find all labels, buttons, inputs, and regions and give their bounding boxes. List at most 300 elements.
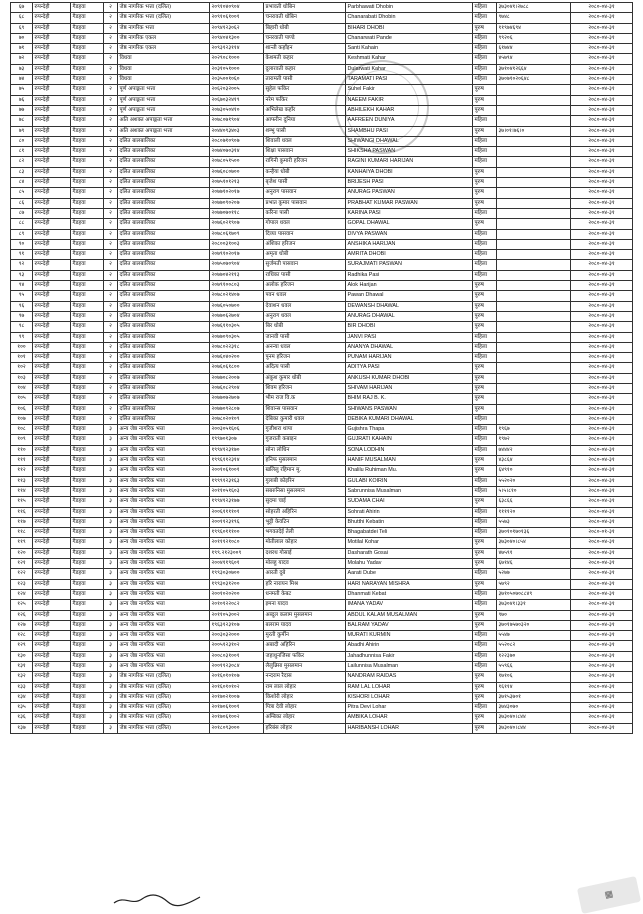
- beneficiary-id-cell: २०७६०४०२००: [210, 353, 264, 363]
- district-cell: रुपन्देही: [33, 486, 71, 496]
- beneficiary-id-cell: १९९३०३१२००: [210, 579, 264, 589]
- citizenship-number-cell: [497, 198, 571, 208]
- ward-cell: ३: [104, 610, 118, 620]
- municipality-cell: गैडहवा: [71, 188, 104, 198]
- date-cell: २०८०-०४-३१: [571, 610, 633, 620]
- municipality-cell: गैडहवा: [71, 631, 104, 641]
- serial-number-cell: ७७: [11, 105, 33, 115]
- citizenship-number-cell: ५७९२: [497, 579, 571, 589]
- table-row: [11, 610, 633, 620]
- serial-number-cell: ११३: [11, 476, 33, 486]
- gender-cell: पुरुष: [473, 281, 497, 291]
- date-cell: २०८०-०४-३१: [571, 589, 633, 599]
- beneficiary-id-cell: २०७६०८२९०४: [210, 383, 264, 393]
- ward-cell: २: [104, 260, 118, 270]
- ward-cell: ३: [104, 435, 118, 445]
- name-nepali-cell: केशमती कहार: [264, 54, 346, 64]
- ward-cell: ३: [104, 486, 118, 496]
- citizenship-number-cell: [497, 311, 571, 321]
- name-nepali-cell: आरती दुबे: [264, 569, 346, 579]
- citizenship-number-cell: ९९२०६: [497, 33, 571, 43]
- name-english-cell: SHIKSHA PASWAN: [346, 147, 473, 157]
- serial-number-cell: ८३: [11, 167, 33, 177]
- allowance-type-cell: अन्य जेष्ठ नागरिक भत्ता: [118, 589, 210, 599]
- municipality-cell: गैडहवा: [71, 157, 104, 167]
- gender-cell: पुरुष: [473, 383, 497, 393]
- district-cell: रुपन्देही: [33, 548, 71, 558]
- ward-cell: २: [104, 13, 118, 23]
- date-cell: २०८०-०४-३१: [571, 126, 633, 136]
- name-english-cell: Parbhawati Dhobin: [346, 3, 473, 13]
- allowance-type-cell: अन्य जेष्ठ नागरिक भत्ता: [118, 456, 210, 466]
- district-cell: रुपन्देही: [33, 33, 71, 43]
- citizenship-number-cell: १७१०६: [497, 672, 571, 682]
- name-english-cell: HANIF MUSALMAN: [346, 456, 473, 466]
- name-nepali-cell: अमृता धोबी: [264, 250, 346, 260]
- gender-cell: महिला: [473, 157, 497, 167]
- table-row: [11, 260, 633, 270]
- date-cell: २०८०-०४-३१: [571, 198, 633, 208]
- allowance-type-cell: दलित बालबालिका: [118, 250, 210, 260]
- name-nepali-cell: दिव्या पासवान: [264, 229, 346, 239]
- gender-cell: महिला: [473, 116, 497, 126]
- district-cell: रुपन्देही: [33, 435, 71, 445]
- allowance-type-cell: अन्य जेष्ठ नागरिक भत्ता: [118, 425, 210, 435]
- district-cell: रुपन्देही: [33, 301, 71, 311]
- serial-number-cell: ९२: [11, 260, 33, 270]
- table-row: [11, 404, 633, 414]
- serial-number-cell: ९८: [11, 322, 33, 332]
- ward-cell: २: [104, 188, 118, 198]
- table-row: [11, 3, 633, 13]
- date-cell: २०८०-०४-३१: [571, 538, 633, 548]
- table-row: [11, 13, 633, 23]
- serial-number-cell: ९६: [11, 301, 33, 311]
- table-row: [11, 281, 633, 291]
- ward-cell: २: [104, 178, 118, 188]
- name-english-cell: Chanarabati Dhobin: [346, 13, 473, 23]
- name-english-cell: PUNAM HARIJAN: [346, 353, 473, 363]
- allowance-type-cell: दलित बालबालिका: [118, 281, 210, 291]
- table-row: [11, 208, 633, 218]
- date-cell: २०८०-०४-३१: [571, 239, 633, 249]
- name-nepali-cell: राम लाल लोहार: [264, 682, 346, 692]
- serial-number-cell: १२८: [11, 631, 33, 641]
- name-nepali-cell: बिहारी धोबी: [264, 23, 346, 33]
- ward-cell: ३: [104, 682, 118, 692]
- name-english-cell: Radhika Pasi: [346, 270, 473, 280]
- gender-cell: पुरुष: [473, 219, 497, 229]
- beneficiary-id-cell: २०७८०२१४०७: [210, 291, 264, 301]
- name-nepali-cell: शान्ती कहाँइन: [264, 44, 346, 54]
- ward-cell: ३: [104, 548, 118, 558]
- allowance-type-cell: दलित बालबालिका: [118, 311, 210, 321]
- district-cell: रुपन्देही: [33, 353, 71, 363]
- citizenship-number-cell: १६११४: [497, 682, 571, 692]
- municipality-cell: गैडहवा: [71, 425, 104, 435]
- allowance-type-cell: अन्य जेष्ठ नागरिक भत्ता: [118, 528, 210, 538]
- name-nepali-cell: दशरथ गोसाई: [264, 548, 346, 558]
- name-nepali-cell: नन्दराम रैदास: [264, 672, 346, 682]
- gender-cell: महिला: [473, 13, 497, 23]
- date-cell: २०८०-०४-३१: [571, 250, 633, 260]
- beneficiary-id-cell: २०८००३१००३: [210, 239, 264, 249]
- gender-cell: पुरुष: [473, 548, 497, 558]
- serial-number-cell: ११७: [11, 517, 33, 527]
- serial-number-cell: ८२: [11, 157, 33, 167]
- allowance-type-cell: अन्य जेष्ठ नागरिक भत्ता: [118, 641, 210, 651]
- table-row: [11, 641, 633, 651]
- name-nepali-cell: बिर धोबी: [264, 322, 346, 332]
- district-cell: रुपन्देही: [33, 363, 71, 373]
- gender-cell: पुरुष: [473, 198, 497, 208]
- municipality-cell: गैडहवा: [71, 548, 104, 558]
- beneficiary-id-cell: २०१७०२१००७: [210, 692, 264, 702]
- citizenship-number-cell: ५५७३: [497, 517, 571, 527]
- serial-number-cell: ८८: [11, 219, 33, 229]
- district-cell: रुपन्देही: [33, 44, 71, 54]
- allowance-type-cell: पूर्ण अपाङ्गता भत्ता: [118, 85, 210, 95]
- date-cell: २०८०-०४-३१: [571, 281, 633, 291]
- allowance-type-cell: अन्य जेष्ठ नागरिक भत्ता: [118, 569, 210, 579]
- citizenship-number-cell: ११११२०: [497, 507, 571, 517]
- date-cell: २०८०-०४-३१: [571, 713, 633, 723]
- municipality-cell: गैडहवा: [71, 703, 104, 713]
- date-cell: २०८०-०४-३१: [571, 651, 633, 661]
- beneficiary-id-cell: २०७३०५०४१०: [210, 105, 264, 115]
- name-nepali-cell: अंशिका हरिजन: [264, 239, 346, 249]
- serial-number-cell: ६७: [11, 3, 33, 13]
- municipality-cell: गैडहवा: [71, 466, 104, 476]
- ward-cell: ३: [104, 456, 118, 466]
- date-cell: २०८०-०४-३१: [571, 600, 633, 610]
- citizenship-number-cell: ४३८६४: [497, 456, 571, 466]
- serial-number-cell: १२६: [11, 610, 33, 620]
- name-nepali-cell: बृजेश पासी: [264, 178, 346, 188]
- name-nepali-cell: पवन धवल: [264, 291, 346, 301]
- name-nepali-cell: शिवाली धवल: [264, 136, 346, 146]
- serial-number-cell: ८०: [11, 136, 33, 146]
- name-english-cell: MURATI KURMIN: [346, 631, 473, 641]
- date-cell: २०८०-०४-३१: [571, 64, 633, 74]
- allowance-type-cell: दलित बालबालिका: [118, 219, 210, 229]
- serial-number-cell: १२०: [11, 548, 33, 558]
- name-english-cell: SHAMBHU PASI: [346, 126, 473, 136]
- ward-cell: ३: [104, 651, 118, 661]
- table-row: [11, 250, 633, 260]
- municipality-cell: गैडहवा: [71, 116, 104, 126]
- district-cell: रुपन्देही: [33, 116, 71, 126]
- beneficiary-id-cell: २०७७०९०३०५: [210, 332, 264, 342]
- name-english-cell: Motilal Kohar: [346, 538, 473, 548]
- allowance-type-cell: दलित बालबालिका: [118, 394, 210, 404]
- date-cell: २०८०-०४-३१: [571, 332, 633, 342]
- citizenship-number-cell: [497, 414, 571, 424]
- beneficiary-id-cell: २०७६०८०७००: [210, 167, 264, 177]
- gender-cell: पुरुष: [473, 559, 497, 569]
- district-cell: रुपन्देही: [33, 631, 71, 641]
- date-cell: २०८०-०४-३१: [571, 219, 633, 229]
- ward-cell: ३: [104, 517, 118, 527]
- municipality-cell: गैडहवा: [71, 682, 104, 692]
- ward-cell: ३: [104, 713, 118, 723]
- municipality-cell: गैडहवा: [71, 600, 104, 610]
- beneficiary-id-cell: २०१६०१०१०७: [210, 672, 264, 682]
- municipality-cell: गैडहवा: [71, 147, 104, 157]
- date-cell: २०८०-०४-३१: [571, 620, 633, 630]
- district-cell: रुपन्देही: [33, 589, 71, 599]
- gender-cell: महिला: [473, 569, 497, 579]
- district-cell: रुपन्देही: [33, 404, 71, 414]
- ward-cell: २: [104, 54, 118, 64]
- table-row: [11, 363, 633, 373]
- serial-number-cell: १२३: [11, 579, 33, 589]
- ward-cell: ३: [104, 476, 118, 486]
- citizenship-number-cell: ५५२०२०: [497, 476, 571, 486]
- municipality-cell: गैडहवा: [71, 342, 104, 352]
- district-cell: रुपन्देही: [33, 23, 71, 33]
- serial-number-cell: १३३: [11, 682, 33, 692]
- serial-number-cell: १३०: [11, 651, 33, 661]
- gender-cell: महिला: [473, 425, 497, 435]
- table-row: [11, 54, 633, 64]
- gender-cell: महिला: [473, 445, 497, 455]
- ward-cell: २: [104, 136, 118, 146]
- name-nepali-cell: अम्बिका लोहार: [264, 713, 346, 723]
- beneficiary-id-cell: २०७७०९२८०७: [210, 404, 264, 414]
- beneficiary-id-cell: २०७८०५१५००: [210, 157, 264, 167]
- name-english-cell: Aarati Dube: [346, 569, 473, 579]
- beneficiary-id-cell: २०७६०२१९०७: [210, 219, 264, 229]
- name-nepali-cell: चनरवाती पाण्डे: [264, 33, 346, 43]
- district-cell: रुपन्देही: [33, 281, 71, 291]
- beneficiary-id-cell: २०७७०४२११३: [210, 270, 264, 280]
- allowance-type-cell: दलित बालबालिका: [118, 136, 210, 146]
- district-cell: रुपन्देही: [33, 126, 71, 136]
- district-cell: रुपन्देही: [33, 517, 71, 527]
- gender-cell: महिला: [473, 250, 497, 260]
- date-cell: २०८०-०४-३१: [571, 229, 633, 239]
- allowance-type-cell: अति अशक्त अपाङ्गता भत्ता: [118, 116, 210, 126]
- table-row: [11, 270, 633, 280]
- district-cell: रुपन्देही: [33, 157, 71, 167]
- citizenship-number-cell: [497, 178, 571, 188]
- gender-cell: महिला: [473, 517, 497, 527]
- allowance-type-cell: अन्य जेष्ठ नागरिक भत्ता: [118, 631, 210, 641]
- gender-cell: पुरुष: [473, 85, 497, 95]
- municipality-cell: गैडहवा: [71, 507, 104, 517]
- beneficiary-id-cell: २०७८०६१७०९: [210, 229, 264, 239]
- allowance-type-cell: दलित बालबालिका: [118, 363, 210, 373]
- gender-cell: पुरुष: [473, 579, 497, 589]
- date-cell: २०८०-०४-३१: [571, 136, 633, 146]
- citizenship-number-cell: ३७३०४१।३३१: [497, 600, 571, 610]
- citizenship-number-cell: [497, 157, 571, 167]
- table-row: [11, 322, 633, 332]
- citizenship-number-cell: ५५४७: [497, 631, 571, 641]
- name-nepali-cell: भुट्टी केवटिन: [264, 517, 346, 527]
- municipality-cell: गैडहवा: [71, 219, 104, 229]
- district-cell: रुपन्देही: [33, 54, 71, 64]
- allowance-type-cell: पूर्ण अपाङ्गता भत्ता: [118, 105, 210, 115]
- name-english-cell: SHIWANGI DHAWAL: [346, 136, 473, 146]
- citizenship-number-cell: ९७४८: [497, 13, 571, 23]
- municipality-cell: गैडहवा: [71, 486, 104, 496]
- serial-number-cell: १०९: [11, 435, 33, 445]
- municipality-cell: गैडहवा: [71, 651, 104, 661]
- serial-number-cell: ८६: [11, 198, 33, 208]
- serial-number-cell: ६९: [11, 23, 33, 33]
- gender-cell: पुरुष: [473, 404, 497, 414]
- name-nepali-cell: देबिका कुमारी धवल: [264, 414, 346, 424]
- municipality-cell: गैडहवा: [71, 33, 104, 43]
- citizenship-number-cell: [497, 260, 571, 270]
- beneficiary-id-cell: २००१०६१००१: [210, 466, 264, 476]
- district-cell: रुपन्देही: [33, 383, 71, 393]
- allowance-type-cell: विधवा: [118, 54, 210, 64]
- municipality-cell: गैडहवा: [71, 250, 104, 260]
- beneficiary-id-cell: १९९.२१२३००९: [210, 548, 264, 558]
- serial-number-cell: १०२: [11, 363, 33, 373]
- district-cell: रुपन्देही: [33, 3, 71, 13]
- gender-cell: महिला: [473, 208, 497, 218]
- name-nepali-cell: नरेम फकिर: [264, 95, 346, 105]
- allowance-type-cell: अन्य जेष्ठ नागरिक भत्ता: [118, 445, 210, 455]
- name-english-cell: DEWANSH DHAWAL: [346, 301, 473, 311]
- gender-cell: पुरुष: [473, 713, 497, 723]
- municipality-cell: गैडहवा: [71, 64, 104, 74]
- allowance-type-cell: दलित बालबालिका: [118, 229, 210, 239]
- gender-cell: पुरुष: [473, 167, 497, 177]
- date-cell: २०८०-०४-३१: [571, 23, 633, 33]
- municipality-cell: गैडहवा: [71, 208, 104, 218]
- gender-cell: महिला: [473, 651, 497, 661]
- table-row: [11, 383, 633, 393]
- serial-number-cell: ९४: [11, 281, 33, 291]
- date-cell: २०८०-०४-३१: [571, 662, 633, 672]
- municipality-cell: गैडहवा: [71, 270, 104, 280]
- serial-number-cell: ८५: [11, 188, 33, 198]
- beneficiary-id-cell: २०७९१००८०३: [210, 281, 264, 291]
- name-english-cell: NAEEM FAKIR: [346, 95, 473, 105]
- name-english-cell: KANHAIYA DHOBI: [346, 167, 473, 177]
- date-cell: २०८०-०४-३१: [571, 33, 633, 43]
- name-english-cell: SURAJMATI PASWAN: [346, 260, 473, 270]
- ward-cell: २: [104, 301, 118, 311]
- name-nepali-cell: मोलहु यादव: [264, 559, 346, 569]
- gender-cell: पुरुष: [473, 394, 497, 404]
- citizenship-number-cell: १२२३७०: [497, 651, 571, 661]
- beneficiary-id-cell: २०७६०५०७००: [210, 301, 264, 311]
- ward-cell: २: [104, 95, 118, 105]
- beneficiary-id-cell: २०७४०७०३१४: [210, 147, 264, 157]
- citizenship-number-cell: १९६७: [497, 425, 571, 435]
- name-nepali-cell: देवाशन धवल: [264, 301, 346, 311]
- beneficiary-id-cell: २००४११९६०१: [210, 559, 264, 569]
- name-english-cell: Dhanmati Kebat: [346, 589, 473, 599]
- beneficiary-id-cell: २०७७०७०११८: [210, 208, 264, 218]
- name-english-cell: GULABI KOIRIN: [346, 476, 473, 486]
- name-nepali-cell: शम्भु पासी: [264, 126, 346, 136]
- name-nepali-cell: सोहरती अहिरिन: [264, 507, 346, 517]
- allowance-type-cell: दलित बालबालिका: [118, 208, 210, 218]
- name-nepali-cell: रागिनी कुमारी हरिजन: [264, 157, 346, 167]
- gender-cell: महिला: [473, 33, 497, 43]
- ward-cell: २: [104, 291, 118, 301]
- district-cell: रुपन्देही: [33, 105, 71, 115]
- name-english-cell: ABDUL KALAM MUSALMAN: [346, 610, 473, 620]
- allowance-type-cell: जेष्ठ नागरिक भत्ता (दलित): [118, 713, 210, 723]
- municipality-cell: गैडहवा: [71, 641, 104, 651]
- date-cell: २०८०-०४-३१: [571, 260, 633, 270]
- beneficiary-id-cell: २०७७०६२७०४: [210, 311, 264, 321]
- table-row: [11, 589, 633, 599]
- serial-number-cell: १०७: [11, 414, 33, 424]
- table-row: [11, 75, 633, 85]
- citizenship-number-cell: [497, 95, 571, 105]
- name-english-cell: Sabrunnisa Musalman: [346, 486, 473, 496]
- ward-cell: २: [104, 116, 118, 126]
- date-cell: २०८०-०४-३१: [571, 270, 633, 280]
- ward-cell: ३: [104, 631, 118, 641]
- name-english-cell: Sohrati Ahirin: [346, 507, 473, 517]
- district-cell: रुपन्देही: [33, 425, 71, 435]
- beneficiary-id-cell: २०९१०६१००१: [210, 13, 264, 23]
- table-row: [11, 394, 633, 404]
- district-cell: रुपन्देही: [33, 322, 71, 332]
- ward-cell: ३: [104, 589, 118, 599]
- citizenship-number-cell: [497, 383, 571, 393]
- serial-number-cell: १०३: [11, 373, 33, 383]
- citizenship-number-cell: ५।५।८१०: [497, 486, 571, 496]
- table-row: [11, 579, 633, 589]
- beneficiary-id-cell: २०२९०८१०००: [210, 54, 264, 64]
- district-cell: रुपन्देही: [33, 332, 71, 342]
- table-row: [11, 497, 633, 507]
- citizenship-number-cell: [497, 373, 571, 383]
- allowance-type-cell: अन्य जेष्ठ नागरिक भत्ता: [118, 476, 210, 486]
- table-row: [11, 528, 633, 538]
- beneficiary-id-cell: २०३१०५१०००: [210, 64, 264, 74]
- citizenship-number-cell: ३७१५३७०१: [497, 692, 571, 702]
- district-cell: रुपन्देही: [33, 559, 71, 569]
- allowance-type-cell: दलित बालबालिका: [118, 178, 210, 188]
- beneficiary-id-cell: १९९९१२३१६३: [210, 476, 264, 486]
- table-row: [11, 662, 633, 672]
- name-english-cell: ANURAG PASWAN: [346, 188, 473, 198]
- name-english-cell: SUDAMA CHAI: [346, 497, 473, 507]
- citizenship-number-cell: ३७०१७५७०३२०: [497, 620, 571, 630]
- serial-number-cell: ११८: [11, 528, 33, 538]
- name-english-cell: Dasharath Gosai: [346, 548, 473, 558]
- beneficiary-id-cell: २०७९१०२०१७: [210, 250, 264, 260]
- ward-cell: ३: [104, 559, 118, 569]
- allowance-type-cell: दलित बालबालिका: [118, 404, 210, 414]
- table-row: [11, 291, 633, 301]
- gender-cell: पुरुष: [473, 497, 497, 507]
- name-nepali-cell: लैलुन्निसा मुसलमान: [264, 662, 346, 672]
- name-nepali-cell: सुदमा चाई: [264, 497, 346, 507]
- municipality-cell: गैडहवा: [71, 672, 104, 682]
- municipality-cell: गैडहवा: [71, 620, 104, 630]
- district-cell: रुपन्देही: [33, 610, 71, 620]
- name-nepali-cell: अबादी अहिरिन: [264, 641, 346, 651]
- date-cell: २०८०-०४-३१: [571, 476, 633, 486]
- table-row: [11, 486, 633, 496]
- serial-number-cell: ७१: [11, 44, 33, 54]
- beneficiary-id-cell: २०१७०६१००१: [210, 703, 264, 713]
- name-nepali-cell: सबरुनिसा मुसलमान: [264, 486, 346, 496]
